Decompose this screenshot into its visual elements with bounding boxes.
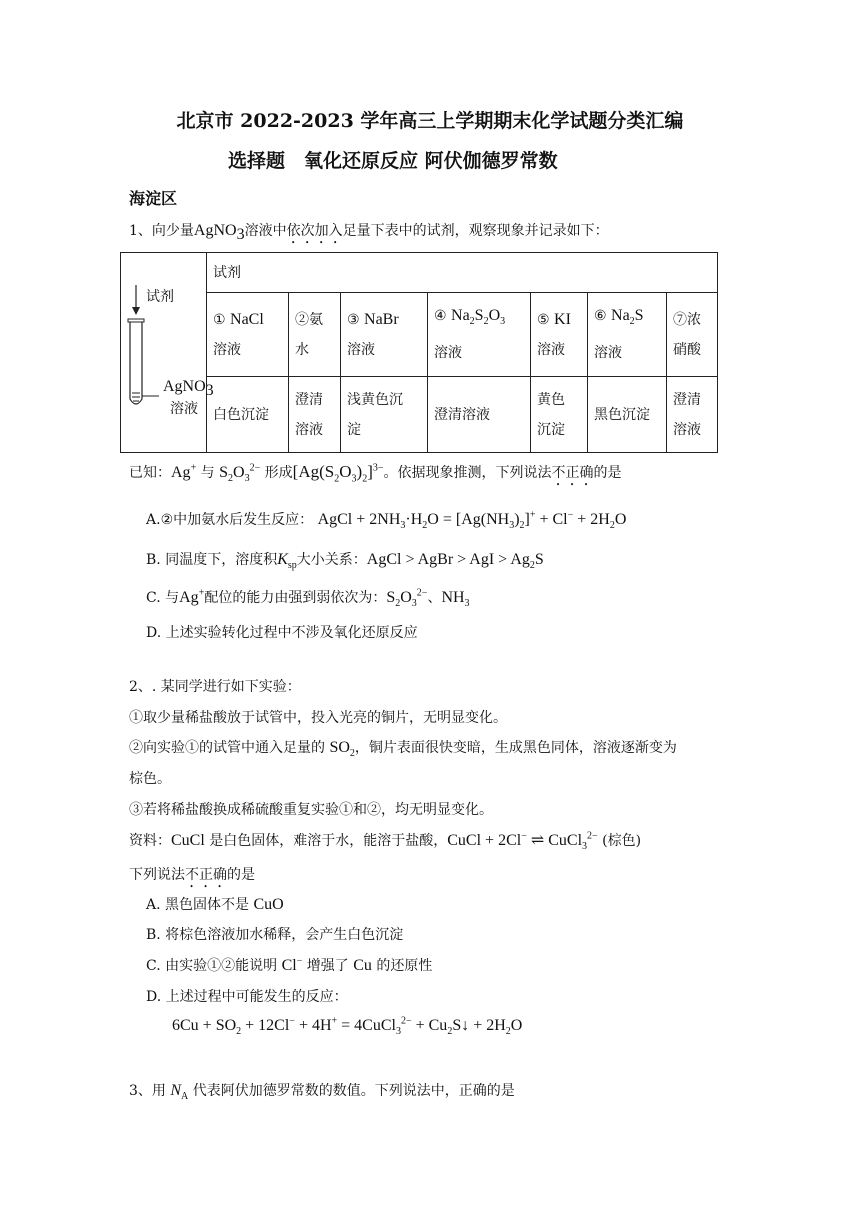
q2-step2-cont: 棕色。 xyxy=(129,771,171,787)
district-heading: 海淀区 xyxy=(129,189,178,208)
q2-step2: ②向实验①的试管中通入足量的 $SO_2$，铜片表面很快变暗，生成黑色同体，溶液逐渐变为 xyxy=(129,739,677,760)
phenomenon-cell: 澄清溶液 xyxy=(428,377,531,453)
test-tube-illustration xyxy=(121,253,218,453)
table-header: 试剂 xyxy=(207,253,718,293)
q2-option-c[interactable]: C. 由实验①②能说明 Cl− 增强了 Cu 的还原性 xyxy=(146,955,433,974)
page-title: 北京市 2022-2023 学年高三上学期期末化学试题分类汇编 xyxy=(176,110,684,132)
phenomenon-cell: 浅黄色沉 淀 xyxy=(341,377,428,453)
q1-option-d[interactable]: D. 上述实验转化过程中不涉及氧化还原反应 xyxy=(146,625,418,641)
q3-stem: 3、用 $N_A$ 代表阿伏加德罗常数的数值。下列说法中，正确的是 xyxy=(129,1082,515,1103)
reagent-cell: ⑦浓 硝酸 xyxy=(667,293,718,377)
page-subtitle: 选择题 氧化还原反应 阿伏伽德罗常数 xyxy=(228,150,558,172)
phenomenon-cell: 白色沉淀 xyxy=(207,377,289,453)
apparatus-label-reagent: 试剂 xyxy=(146,289,174,305)
q2-info: 资料：CuCl 是白色固体，难溶于水，能溶于盐酸，CuCl + 2Cl− ⇌ CuCl$_3^{2-}$ (棕色) xyxy=(129,830,642,853)
reagent-cell: ① NaCl 溶液 xyxy=(207,293,289,377)
reagent-cell: ⑥ $Na_2S$ 溶液 xyxy=(588,293,667,377)
q2-step3: ③若将稀盐酸换成稀硫酸重复实验①和②，均无明显变化。 xyxy=(129,802,493,818)
phenomenon-cell: 澄清 溶液 xyxy=(289,377,341,453)
q1-option-b[interactable]: B. 同温度下，溶度积$K_{sp}$大小关系：AgCl > AgBr > AgI > $Ag_2S$ xyxy=(146,551,544,572)
q2-option-d[interactable]: D. 上述过程中可能发生的反应： xyxy=(146,989,348,1005)
apparatus-label-agno3: AgNO$_3$ xyxy=(163,378,214,399)
q2-stem: 2、. 某同学进行如下实验： xyxy=(129,679,301,695)
phenomenon-cell: 澄清 溶液 xyxy=(667,377,718,453)
q2-step1: ①取少量稀盐酸放于试管中，投入光亮的铜片，无明显变化。 xyxy=(129,710,507,726)
q2-equation: $6Cu + SO_2 + 12Cl^- + 4H^+$ = 4CuCl$_3^{2-}$ + $Cu_2S↓ + 2H_2O$ xyxy=(172,1016,523,1038)
q2-ask: 下列说法不正确的是 xyxy=(129,867,255,883)
phenomenon-cell: 黄色 沉淀 xyxy=(531,377,588,453)
q2-option-a[interactable]: A. 黑色固体不是 CuO xyxy=(146,896,284,913)
reagent-cell: ④ $Na_2S_2O_3$ 溶液 xyxy=(428,293,531,377)
q1-stem: 1、向少量AgNO$_3$溶液中依次加入足量下表中的试剂，观察现象并记录如下： xyxy=(129,222,609,243)
phenomenon-cell: 黑色沉淀 xyxy=(588,377,667,453)
reagent-cell: ⑤ KI 溶液 xyxy=(531,293,588,377)
q1-known: 已知：Ag+ 与 $S_2O_3^{2-}$ 形成$[Ag(S_2O_3)_2]^{3-}$。依据现象推测，下列说法不正确的是 xyxy=(129,462,622,485)
reagent-cell: ②氨 水 xyxy=(289,293,341,377)
reagent-cell: ③ NaBr 溶液 xyxy=(341,293,428,377)
q1-option-c[interactable]: C. 与Ag+配位的能力由强到弱依次为：$S_2O_3^{2-}$、$NH_3$ xyxy=(146,587,470,610)
q2-option-b[interactable]: B. 将棕色溶液加水稀释，会产生白色沉淀 xyxy=(146,927,404,943)
q1-option-a[interactable]: A.②中加氨水后发生反应： AgCl + $2NH_3\cdot H_2O = [Ag(NH_3)_2]^+ + Cl^- + 2H_2O$ xyxy=(146,509,627,532)
apparatus-label-solution: 溶液 xyxy=(170,401,198,417)
